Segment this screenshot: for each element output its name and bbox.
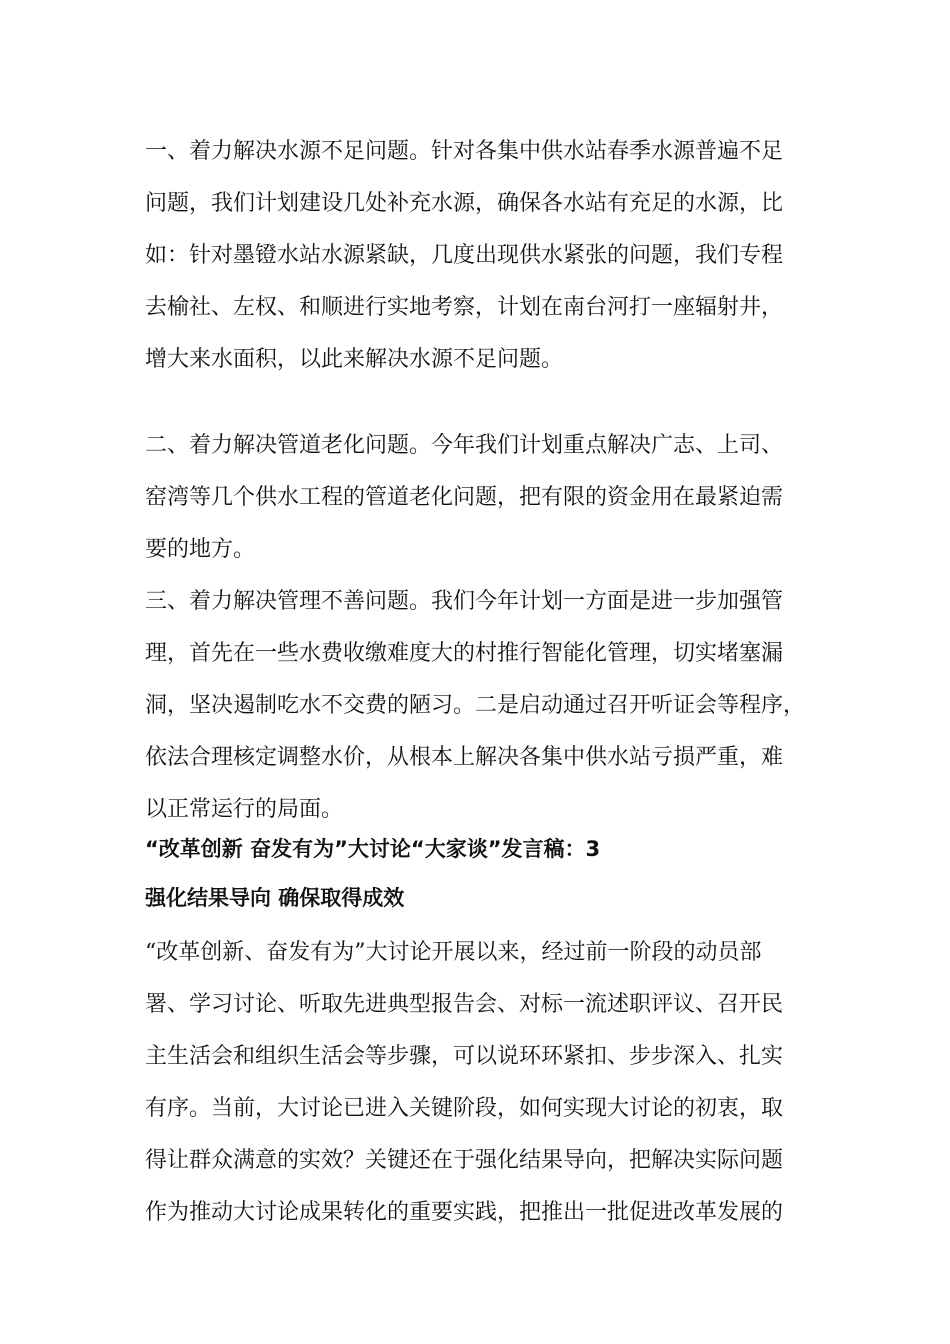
speech-subtitle: 强化结果导向 确保取得成效: [145, 886, 405, 910]
paragraph-speech-body: [145, 927, 805, 1239]
text-line: 有序。当前，大讨论已进入关键阶段，如何实现大讨论的初衷，取: [145, 1096, 784, 1121]
text-line: 署、学习讨论、听取先进典型报告会、对标一流述职评议、召开民: [145, 992, 784, 1017]
paragraph-pipeline-aging: [145, 420, 805, 576]
text-line: 理，首先在一些水费收缴难度大的村推行智能化管理，切实堵塞漏: [145, 641, 784, 666]
text-line: 要的地方。: [145, 537, 256, 562]
text-line: 洞，坚决遏制吃水不交费的陋习。二是启动通过召开听证会等程序，: [145, 693, 806, 718]
text-line: “改革创新、奋发有为”大讨论开展以来，经过前一阶段的动员部: [145, 940, 762, 965]
text-line: 问题，我们计划建设几处补充水源，确保各水站有充足的水源，比: [145, 191, 784, 216]
text-line: 去榆社、左权、和顺进行实地考察，计划在南台河打一座辐射井，: [145, 295, 784, 320]
speech-title: “改革创新 奋发有为”大讨论“大家谈”发言稿：3: [145, 837, 601, 861]
text-line: 二、着力解决管道老化问题。今年我们计划重点解决广志、上司、: [145, 433, 784, 458]
text-line: 主生活会和组织生活会等步骤，可以说环环紧扣、步步深入、扎实: [145, 1044, 784, 1069]
text-line: 得让群众满意的实效？关键还在于强化结果导向，把解决实际问题: [145, 1148, 784, 1173]
text-line: 以正常运行的局面。: [145, 797, 344, 822]
paragraph-water-source: [145, 126, 805, 386]
text-line: 一、着力解决水源不足问题。针对各集中供水站春季水源普遍不足: [145, 139, 784, 164]
text-line: 增大来水面积，以此来解决水源不足问题。: [145, 347, 564, 372]
text-line: 作为推动大讨论成果转化的重要实践，把推出一批促进改革发展的: [145, 1200, 784, 1225]
text-line: 依法合理核定调整水价，从根本上解决各集中供水站亏损严重，难: [145, 745, 784, 770]
paragraph-management: [145, 576, 805, 836]
text-line: 三、着力解决管理不善问题。我们今年计划一方面是进一步加强管: [145, 589, 784, 614]
text-line: 如：针对墨镫水站水源紧缺，几度出现供水紧张的问题，我们专程: [145, 243, 784, 268]
text-line: 窑湾等几个供水工程的管道老化问题，把有限的资金用在最紧迫需: [145, 485, 784, 510]
